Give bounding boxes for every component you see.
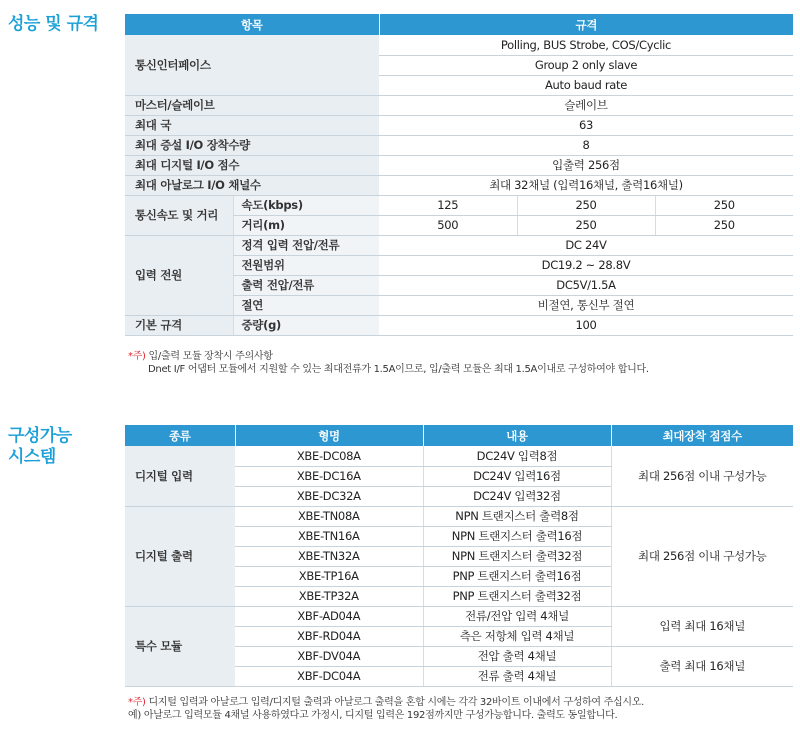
sublabel-speed: 속도(kbps) [233, 195, 379, 215]
label-max-expansion: 최대 증설 I/O 장착수량 [125, 135, 379, 155]
value-cell: 500 [379, 215, 517, 235]
model-cell: XBE-DC32A [235, 486, 423, 506]
content-cell: NPN 트랜지스터 출력32점 [423, 546, 611, 566]
header-content: 내용 [423, 425, 611, 446]
header-item: 항목 [125, 14, 379, 35]
table-row [125, 195, 793, 215]
label-master-slave: 마스터/슬레이브 [125, 95, 379, 115]
section-title-specs: 성능 및 규격 [8, 14, 99, 34]
value-cell: 입출력 256점 [379, 155, 793, 175]
value-cell: Auto baud rate [379, 75, 793, 95]
model-cell: XBE-DC16A [235, 466, 423, 486]
model-cell: XBE-TP32A [235, 586, 423, 606]
value-cell: Polling, BUS Strobe, COS/Cyclic [379, 35, 793, 55]
model-cell: XBE-TN32A [235, 546, 423, 566]
model-cell: XBF-RD04A [235, 626, 423, 646]
header-spec: 규격 [379, 14, 793, 35]
category-digital-output: 디지털 출력 [125, 506, 235, 606]
table-row [125, 506, 793, 526]
content-cell: 전류/전압 입력 4채널 [423, 606, 611, 626]
content-cell: DC24V 입력32점 [423, 486, 611, 506]
label-max-digital: 최대 디지털 I/O 점수 [125, 155, 379, 175]
value-cell: 250 [517, 195, 655, 215]
sublabel-weight: 중량(g) [233, 315, 379, 335]
label-speed-distance: 통신속도 및 거리 [125, 195, 233, 235]
label-comm-interface: 통신인터페이스 [125, 35, 379, 95]
sublabel-output-voltage: 출력 전압/전류 [233, 275, 379, 295]
value-cell: 최대 32채널 (입력16채널, 출력16채널) [379, 175, 793, 195]
header-max: 최대장착 점점수 [611, 425, 793, 446]
max-cell: 입력 최대 16채널 [611, 606, 793, 646]
table-row [125, 135, 793, 155]
content-cell: 측은 저항체 입력 4채널 [423, 626, 611, 646]
content-cell: PNP 트랜지스터 출력32점 [423, 586, 611, 606]
model-cell: XBE-TN16A [235, 526, 423, 546]
value-cell: 슬레이브 [379, 95, 793, 115]
table-row [125, 155, 793, 175]
model-cell: XBE-DC08A [235, 446, 423, 466]
category-special-module: 특수 모듈 [125, 606, 235, 686]
sublabel-power-range: 전원범위 [233, 255, 379, 275]
max-cell: 최대 256점 이내 구성가능 [611, 446, 793, 506]
spec-table [125, 14, 793, 336]
table-row [125, 315, 793, 335]
value-cell: 250 [655, 195, 793, 215]
sublabel-rated-input: 정격 입력 전압/전류 [233, 235, 379, 255]
value-cell: 250 [517, 215, 655, 235]
content-cell: 전압 출력 4채널 [423, 646, 611, 666]
spec-table-header [125, 14, 793, 35]
sublabel-insulation: 절연 [233, 295, 379, 315]
table-row [125, 446, 793, 466]
model-cell: XBF-AD04A [235, 606, 423, 626]
note-line: 디지털 입력과 아날로그 입력/디지털 출력과 아날로그 출력을 혼합 시에는 각각 32바이트 이내에서 구성하여 주십시오. [145, 697, 644, 708]
table-row [125, 35, 793, 55]
table-row [125, 95, 793, 115]
note-line: Dnet I/F 어댑터 모듈에서 지원할 수 있는 최대전류가 1.5A이므로, 입/출력 모듈은 최대 1.5A이내로 구성하여야 합니다. [148, 364, 649, 375]
value-cell: 63 [379, 115, 793, 135]
model-cell: XBE-TN08A [235, 506, 423, 526]
systems-table-header [125, 425, 793, 446]
content-cell: DC24V 입력8점 [423, 446, 611, 466]
value-cell: 250 [655, 215, 793, 235]
table-row [125, 235, 793, 255]
value-cell: 100 [379, 315, 793, 335]
label-max-analog: 최대 아날로그 I/O 채널수 [125, 175, 379, 195]
systems-note [128, 696, 644, 722]
value-cell: DC5V/1.5A [379, 275, 793, 295]
section-title-line: 시스템 [8, 447, 56, 467]
model-cell: XBE-TP16A [235, 566, 423, 586]
value-cell: DC19.2 ~ 28.8V [379, 255, 793, 275]
value-cell: 125 [379, 195, 517, 215]
max-cell: 출력 최대 16채널 [611, 646, 793, 686]
header-type: 종류 [125, 425, 235, 446]
content-cell: NPN 트랜지스터 출력8점 [423, 506, 611, 526]
spec-note [128, 350, 649, 376]
max-cell: 최대 256점 이내 구성가능 [611, 506, 793, 606]
sublabel-distance: 거리(m) [233, 215, 379, 235]
content-cell: PNP 트랜지스터 출력16점 [423, 566, 611, 586]
content-cell: 전류 출력 4채널 [423, 666, 611, 686]
note-line: 예) 아날로그 입력모듈 4채널 사용하였다고 가정시, 디지털 입력은 192점까지만 구성가능합니다. 출력도 동일합니다. [128, 710, 618, 721]
model-cell: XBF-DC04A [235, 666, 423, 686]
note-mark: *주) [128, 351, 146, 362]
category-digital-input: 디지털 입력 [125, 446, 235, 506]
value-cell: 비절연, 통신부 절연 [379, 295, 793, 315]
table-row [125, 175, 793, 195]
note-mark: *주) [128, 697, 146, 708]
note-line: 입/출력 모듈 장착시 주의사항 [145, 351, 273, 362]
content-cell: NPN 트랜지스터 출력16점 [423, 526, 611, 546]
label-input-power: 입력 전원 [125, 235, 233, 315]
value-cell: DC 24V [379, 235, 793, 255]
header-model: 형명 [235, 425, 423, 446]
label-max-station: 최대 국 [125, 115, 379, 135]
section-title-line: 구성가능 [8, 426, 72, 446]
content-cell: DC24V 입력16점 [423, 466, 611, 486]
model-cell: XBF-DV04A [235, 646, 423, 666]
table-row [125, 606, 793, 626]
table-row [125, 115, 793, 135]
section-title-systems [8, 426, 72, 468]
systems-table [125, 425, 793, 687]
value-cell: 8 [379, 135, 793, 155]
label-basic-spec: 기본 규격 [125, 315, 233, 335]
value-cell: Group 2 only slave [379, 55, 793, 75]
